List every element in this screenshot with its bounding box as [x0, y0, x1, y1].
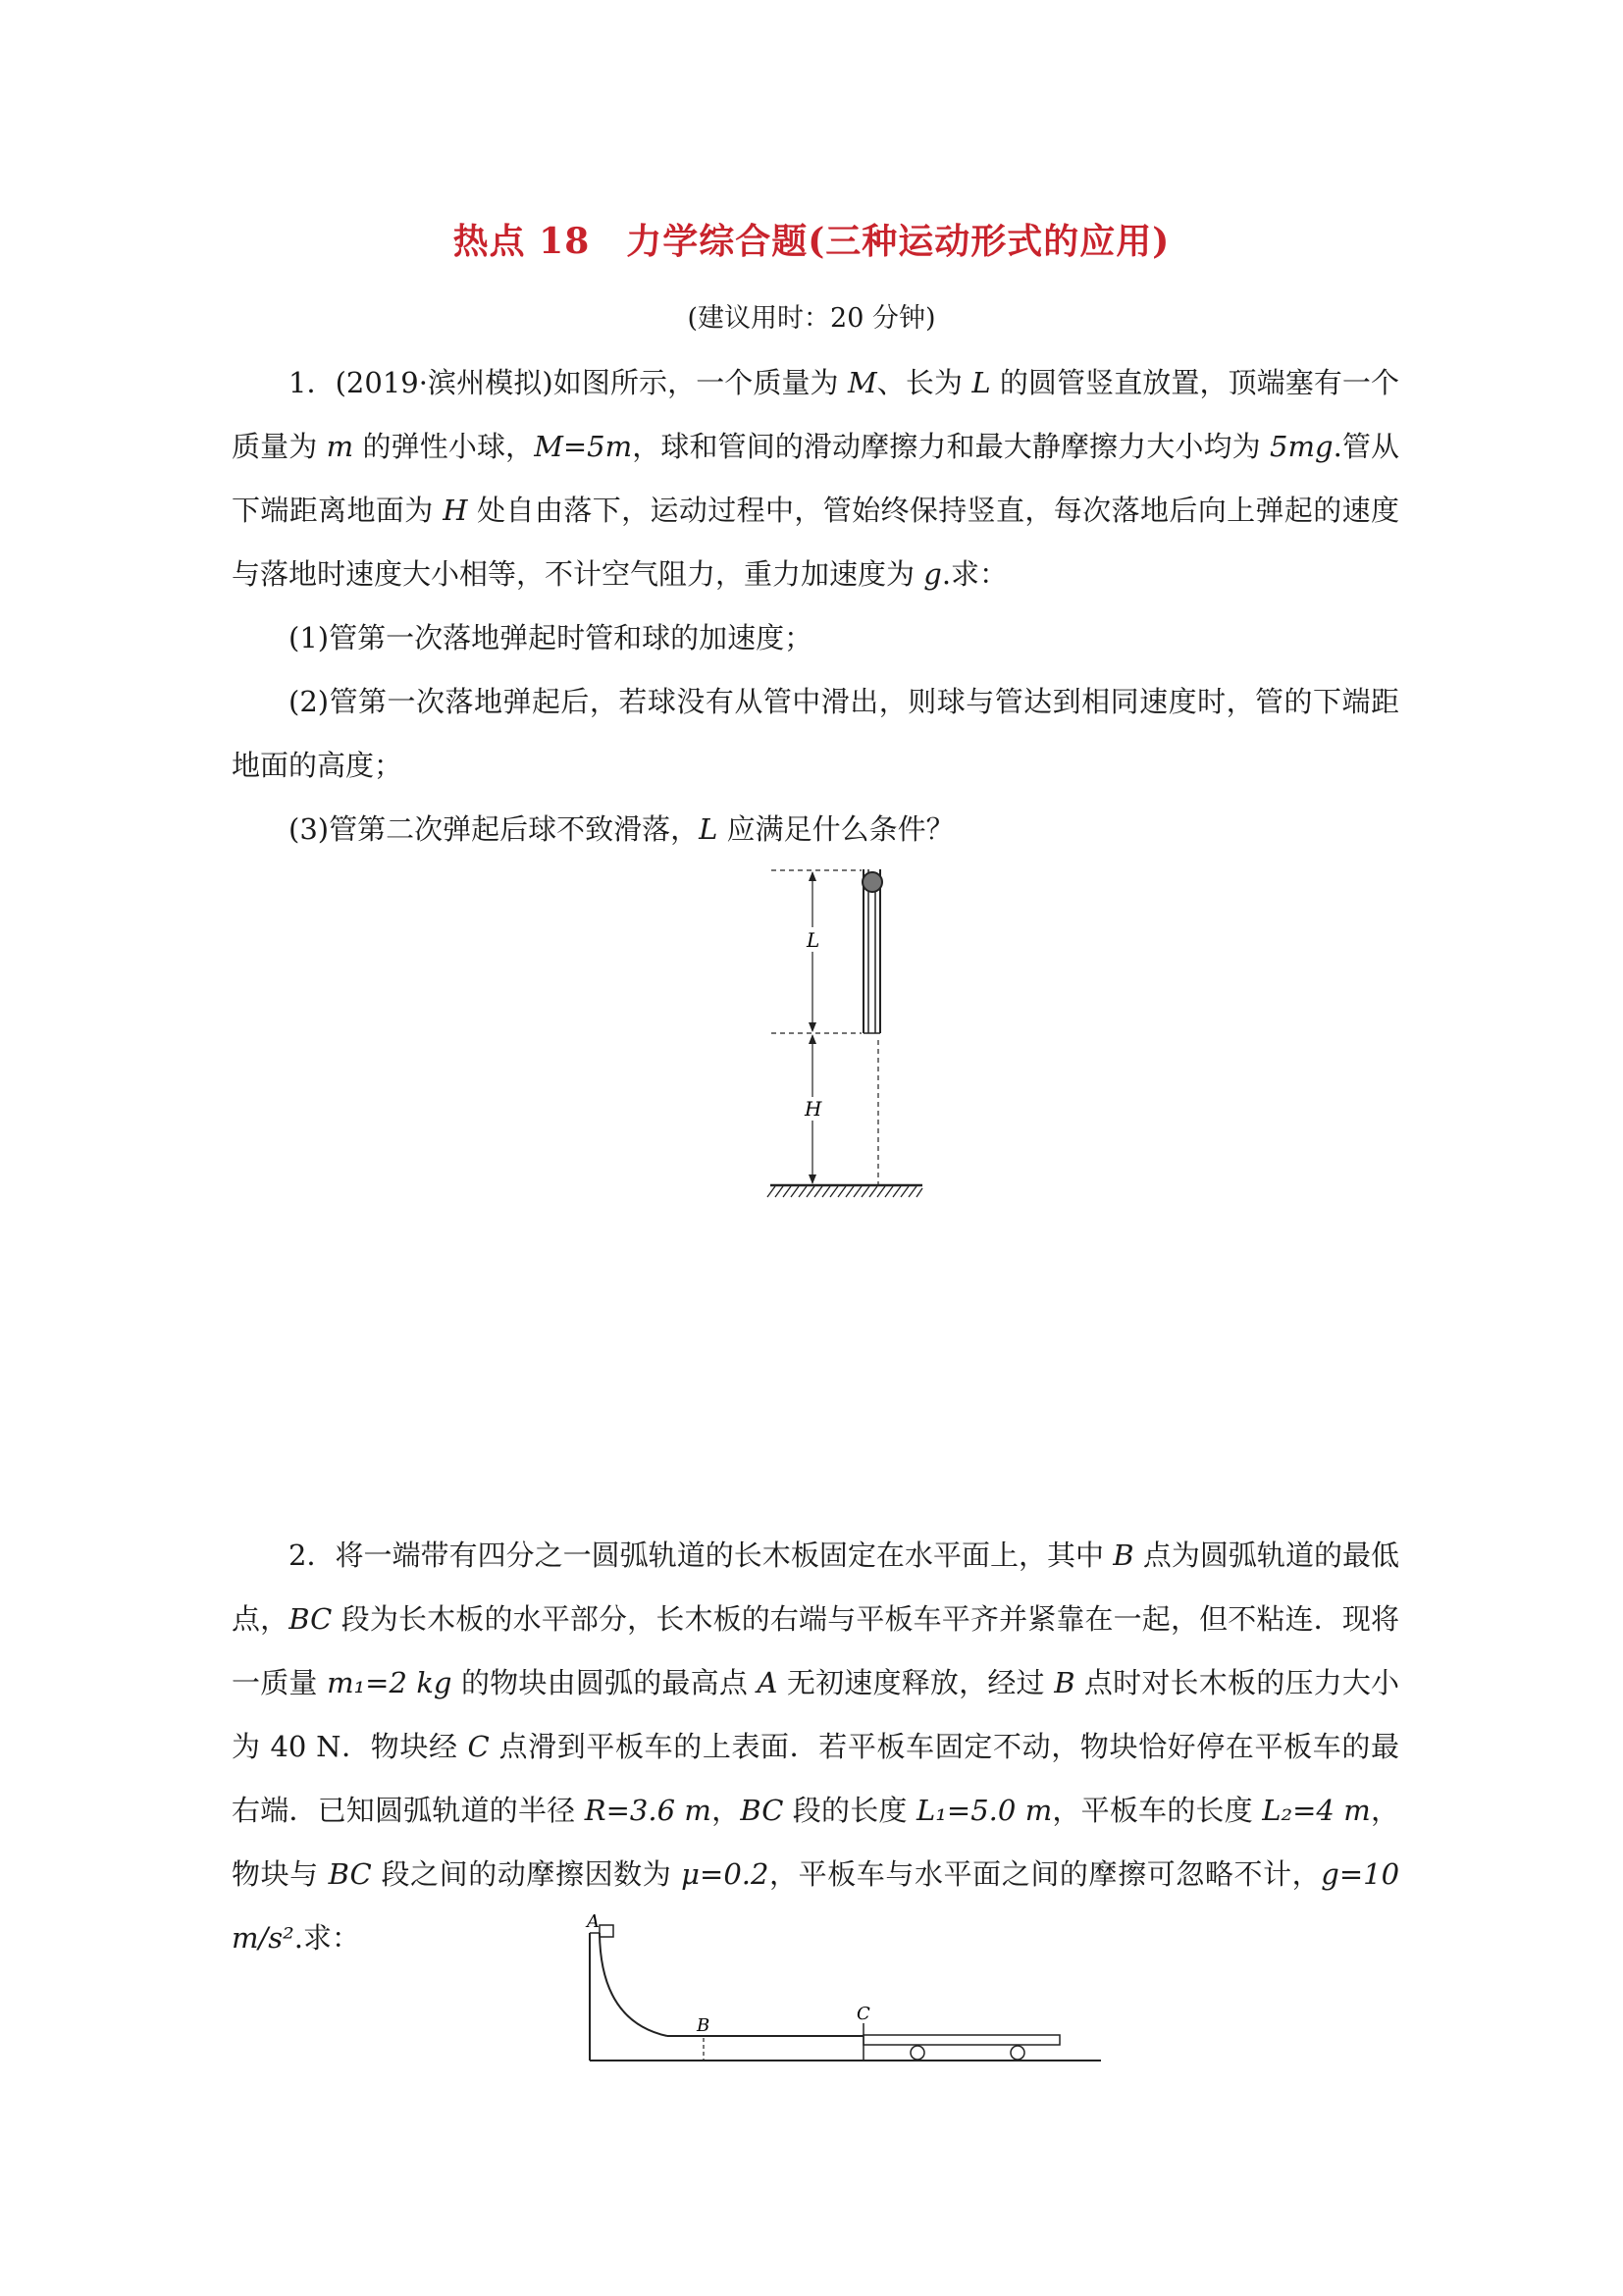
label-L: L [807, 928, 820, 952]
problem-1-question-1: (1)管第一次落地弹起时管和球的加速度； [288, 621, 813, 654]
page-title: 热点 18 力学综合题(三种运动形式的应用) [452, 221, 1171, 262]
label-C: C [857, 2004, 870, 2024]
tube-figure [756, 863, 952, 1207]
ball-icon [863, 872, 882, 892]
label-A: A [587, 1913, 600, 1932]
track-figure [579, 1913, 1109, 2070]
block-icon [600, 1925, 613, 1937]
cart-icon [864, 2035, 1060, 2045]
suggested-time: (建议用时：20 分钟) [687, 303, 936, 334]
problem-1-question-2: (2)管第一次落地弹起后，若球没有从管中滑出，则球与管达到相同速度时，管的下端距地面的高度； [232, 685, 1399, 782]
problem-2-text: 2．将一端带有四分之一圆弧轨道的长木板固定在水平面上，其中 B 点为圆弧轨道的最低点，BC 段为长木板的水平部分，长木板的右端与平板车平齐并紧靠在一起，但不粘连．现将一质量 m₁=2 kg 的物块由圆弧的最高点 A 无初速度释放，经过 B 点时对长木板的压力大小为 40 N．物块经 C 点滑到平板车的上表面．若平板车固定不动，物块恰好停在平板车的最右端．已知圆弧轨道的半径 R=3.6 m，BC 段的长度 L₁=5.0 m，平板车的长度 L₂=4 m，物块与 BC 段之间的动摩擦因数为 μ=0.2，平板车与水平面之间的摩擦可忽略不计，g=10 m/s².求： [232, 1539, 1400, 1955]
problem-1-text: 1．(2019·滨州模拟)如图所示，一个质量为 M、长为 L 的圆管竖直放置，顶端塞有一个质量为 m 的弹性小球，M=5m，球和管间的滑动摩擦力和最大静摩擦力大小均为 5mg.管从下端距离地面为 H 处自由落下，运动过程中，管始终保持竖直，每次落地后向上弹起的速度与落地时速度大小相等，不计空气阻力，重力加速度为 g.求： [232, 366, 1400, 591]
wheel-right-icon [1011, 2046, 1024, 2060]
problem-1-question-3: (3)管第二次弹起后球不致滑落，L 应满足什么条件？ [288, 812, 955, 846]
label-H: H [805, 1097, 822, 1121]
label-B: B [697, 2015, 710, 2036]
wheel-left-icon [911, 2046, 924, 2060]
